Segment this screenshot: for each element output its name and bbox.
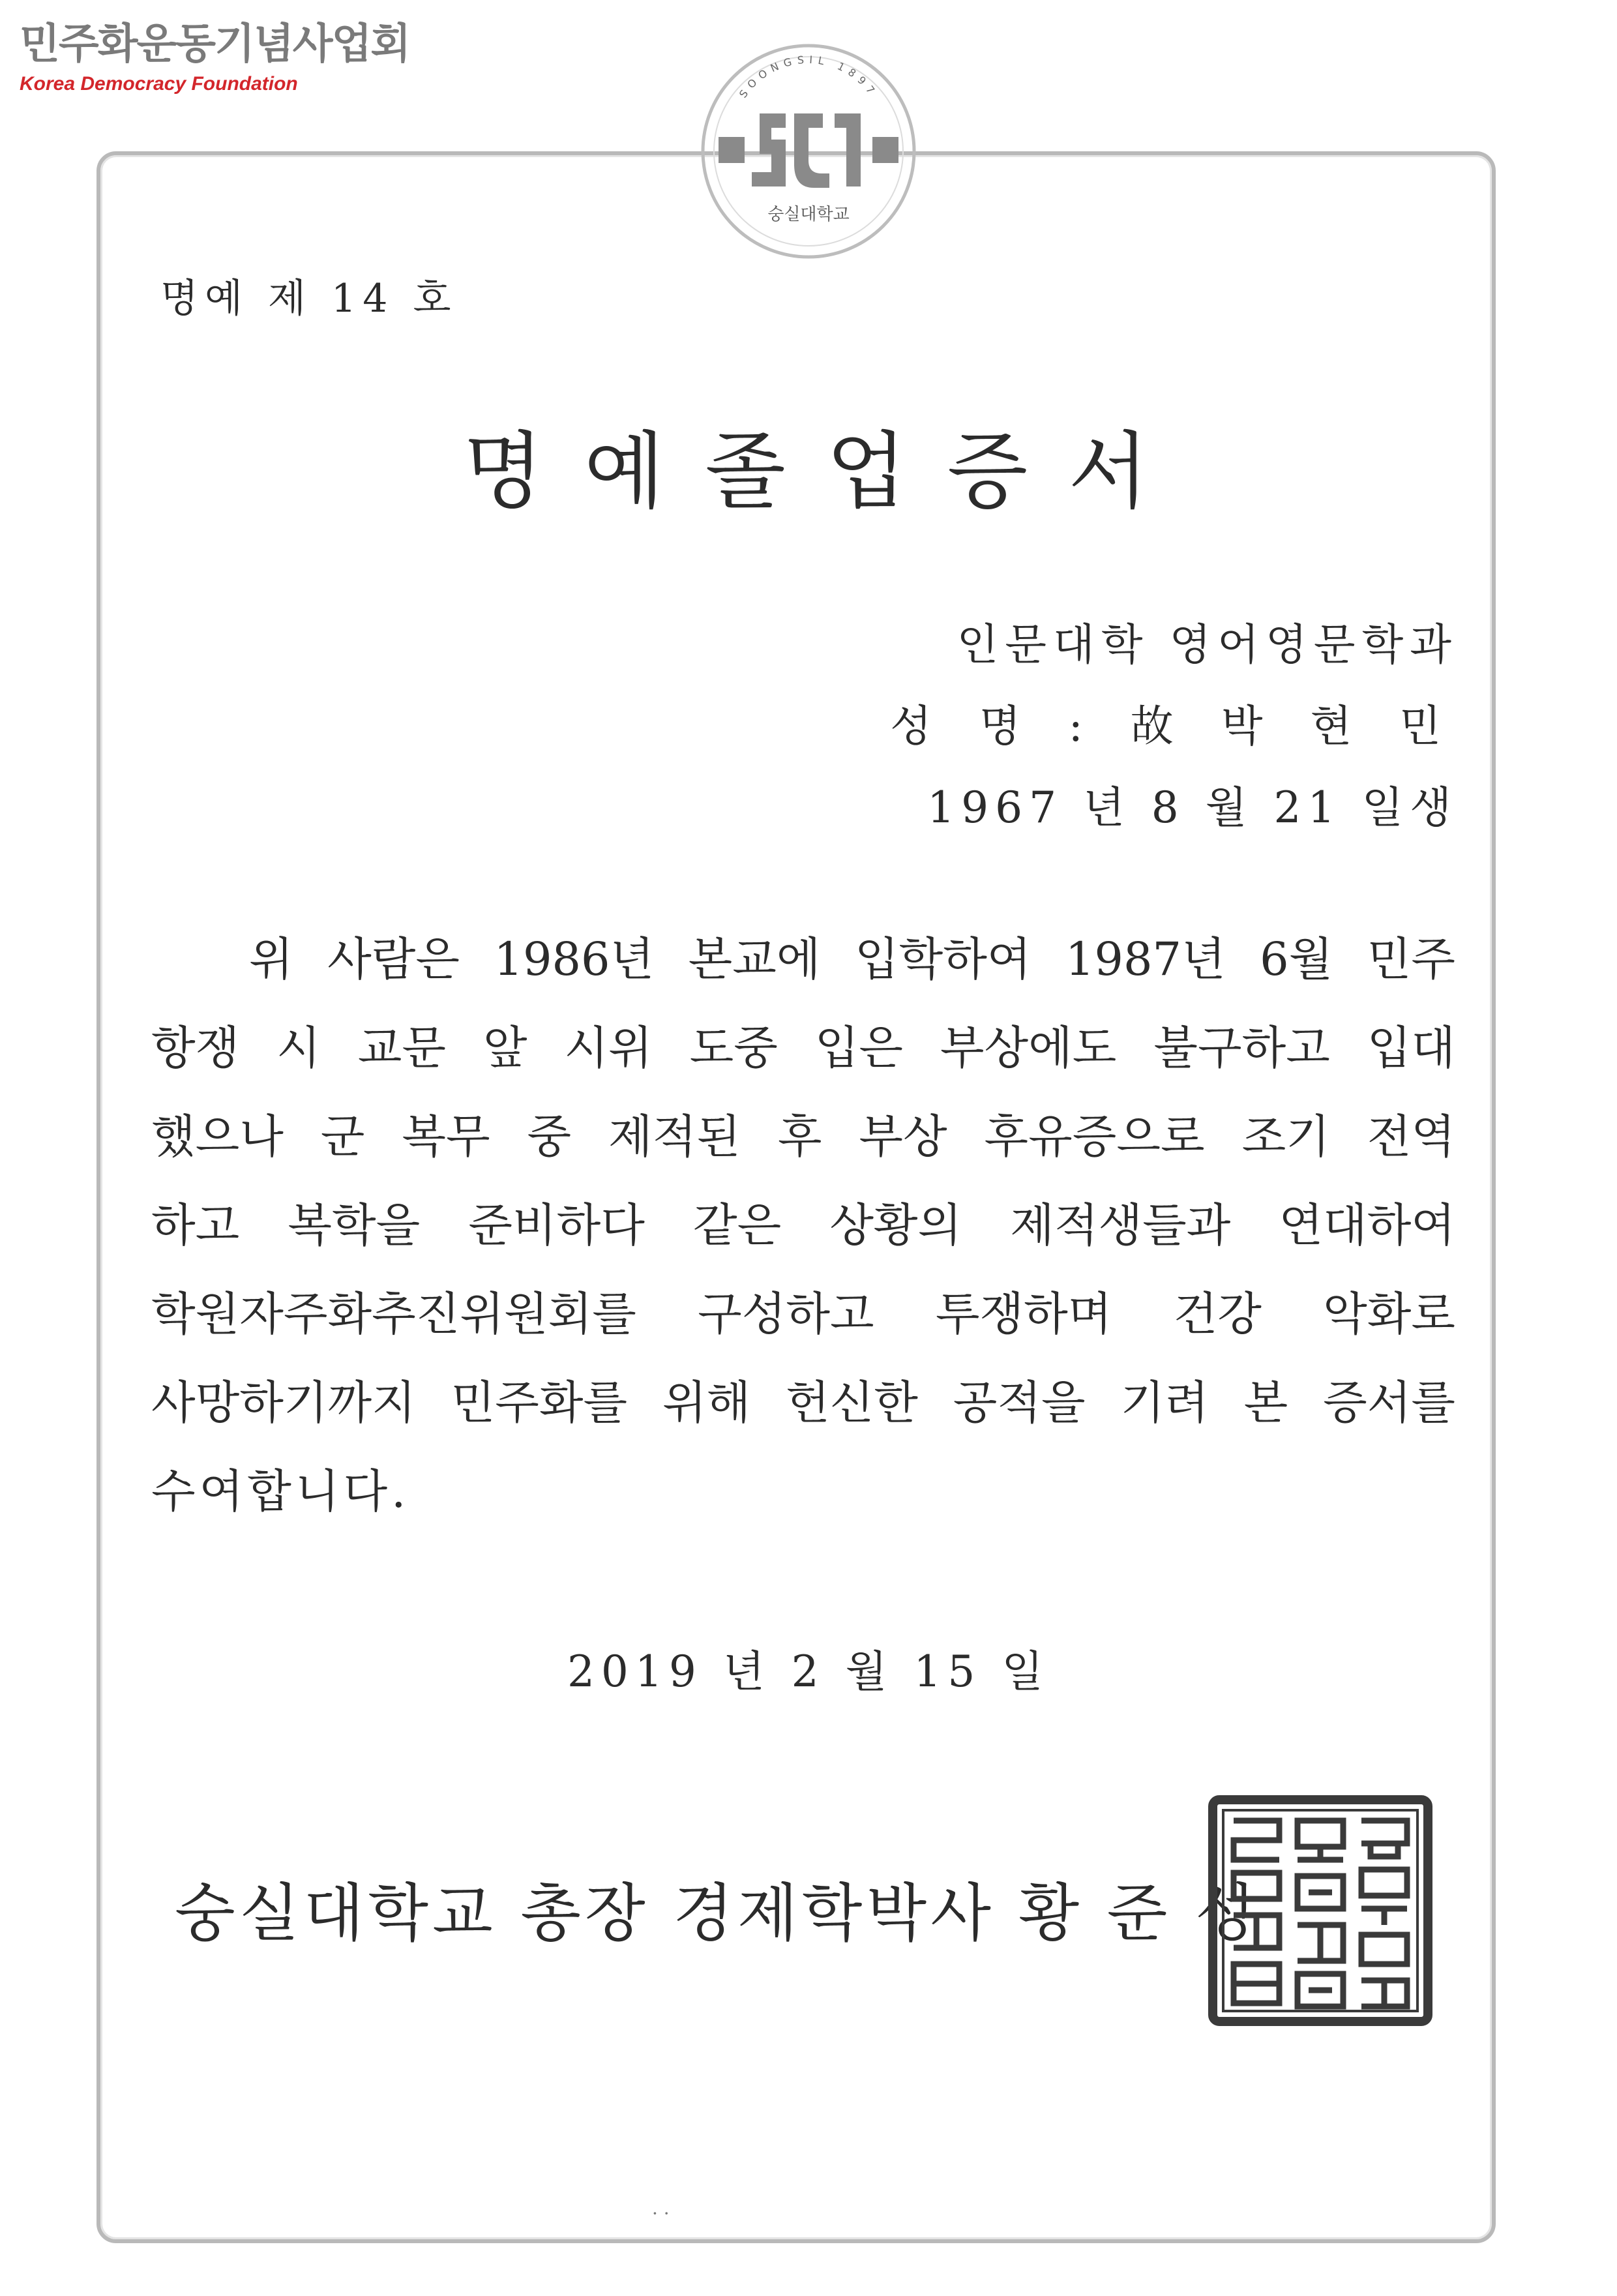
watermark-english: Korea Democracy Foundation — [20, 73, 298, 95]
body-line-1: 위 사람은 1986년 본교에 입학하여 1987년 6월 민주 — [249, 932, 1455, 986]
recipient-name: 성 명 : 故 박 현 민 — [890, 701, 1458, 751]
body-line-2: 항쟁 시 교문 앞 시위 도중 입은 부상에도 불구하고 입대 — [151, 1021, 1455, 1075]
certificate-number: 명예 제 14 호 — [160, 276, 458, 321]
watermark-korean: 민주화운동기념사업회 — [20, 20, 410, 68]
foundation-watermark — [20, 20, 410, 95]
body-line-4: 하고 복학을 준비하다 같은 상황의 제적생들과 연대하여 — [151, 1199, 1455, 1252]
body-line-3: 했으나 군 복무 중 제적된 후 부상 후유증으로 조기 전역 — [151, 1110, 1455, 1163]
birth-date: 1967 년 8 월 21 일생 — [927, 783, 1458, 833]
issue-date: 2019 년 2 월 15 일 — [567, 1647, 1050, 1697]
body-line-7: 수여합니다. — [151, 1465, 410, 1518]
college-department: 인문대학 영어영문학과 — [957, 619, 1458, 670]
certificate-title: 명예졸업증서 — [463, 423, 1189, 520]
svg-text:SOONGSIL 1897 — [737, 53, 880, 100]
body-line-6: 사망하기까지 민주화를 위해 헌신한 공적을 기려 본 증서를 — [151, 1376, 1455, 1429]
scan-artifact: · · — [652, 2203, 670, 2224]
signatory: 숭실대학교 총장 경제학박사 황 준 성 — [175, 1877, 1260, 1950]
official-seal-icon — [1208, 1795, 1433, 2027]
emblem-university-name: 숭실대학교 — [767, 205, 850, 224]
body-line-5: 학원자주화추진위원회를 구성하고 투쟁하며 건강 악화로 — [151, 1287, 1455, 1341]
university-emblem-icon — [698, 40, 919, 262]
emblem-ring-text: SOONGSIL 1897 — [736, 53, 881, 100]
